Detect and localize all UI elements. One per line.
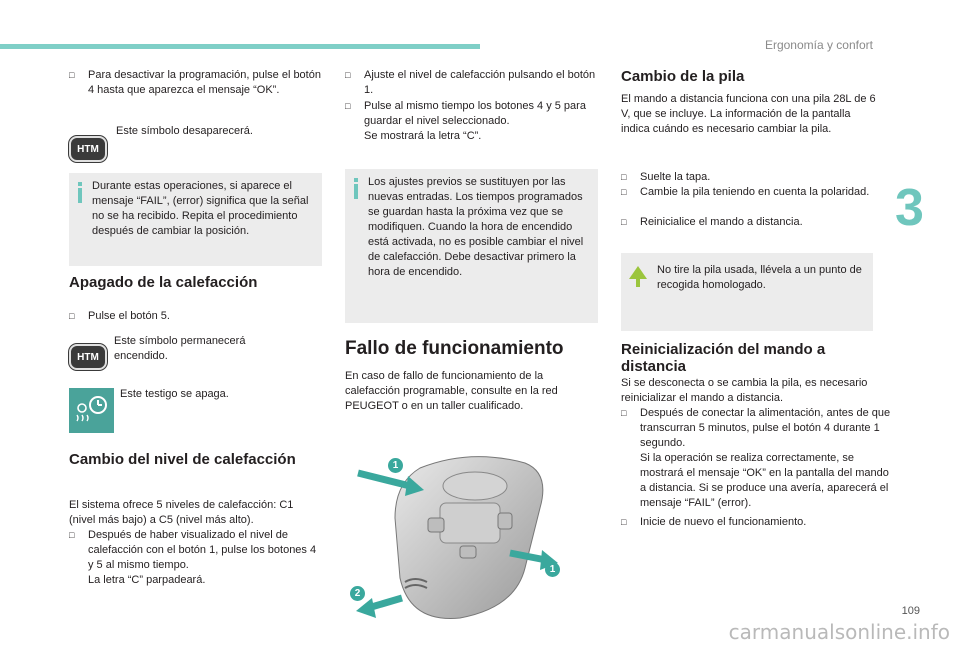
paragraph: Si se desconecta o se cambia la pila, es necesario reinicializar el mando a distancia.	[621, 377, 868, 404]
bullet-icon: □	[621, 517, 627, 527]
info-icon	[354, 178, 358, 199]
list-item: □ Cambie la pila teniendo en cuenta la polaridad.	[621, 186, 870, 198]
bullet-icon: □	[621, 187, 627, 197]
remote-control-photo	[350, 448, 580, 638]
list-item: □ Ajuste el nivel de calefacción pulsando el botón 1.	[345, 69, 596, 96]
bullet-icon: □	[621, 217, 627, 227]
list-item: □ Pulse al mismo tiempo los botones 4 y 5 para guardar el nivel seleccionado. Se mostrará la letra “C”.	[345, 100, 586, 142]
heading-reinicializacion: Reinicialización del mando a distancia	[621, 341, 826, 375]
callout-2: 2	[350, 586, 365, 601]
list-item: □ Suelte la tapa.	[621, 171, 711, 183]
bullet-icon: □	[69, 530, 75, 540]
list-item: □ Pulse el botón 5.	[69, 310, 170, 322]
bullet-icon: □	[621, 408, 627, 418]
bullet-icon: □	[345, 70, 351, 80]
chapter-number: 3	[895, 179, 924, 237]
environment-box: No tire la pila usada, llévela a un punto de recogida homologado.	[621, 253, 873, 331]
callout-1b: 1	[545, 562, 560, 577]
bullet-icon: □	[345, 101, 351, 111]
bullet-icon: □	[69, 70, 75, 80]
list-item: □ Para desactivar la programación, pulse el botón 4 hasta que aparezca el mensaje “OK”.	[69, 69, 321, 96]
list-item: □ Después de haber visualizado el nivel de calefacción con el botón 1, pulse los botones 4 y 5 al mismo tiempo. La letra “C” parpadeará.	[69, 529, 317, 586]
recycle-tree-icon	[628, 265, 648, 289]
info-box: Los ajustes previos se sustituyen por las nuevas entradas. Los tiempos programados se guardan hasta la próxima vez que se modifiquen. Cuando la hora de encendido está activada, no es posible cambiar el nivel de calefacción. Debe desactivar primero la hora de encendido.	[345, 169, 598, 323]
heading-cambio-nivel: Cambio del nivel de calefacción	[69, 451, 296, 468]
list-item: □ Inicie de nuevo el funcionamiento.	[621, 516, 807, 528]
htm-symbol-icon: HTM	[69, 344, 107, 370]
section-title: Ergonomía y confort	[764, 38, 873, 52]
htm-symbol-icon: HTM	[69, 136, 107, 162]
heading-apagado: Apagado de la calefacción	[69, 274, 258, 291]
htm-note: Este símbolo permanecerá encendido.	[114, 335, 246, 362]
paragraph: El sistema ofrece 5 niveles de calefacción: C1 (nivel más bajo) a C5 (nivel más alto).	[69, 499, 294, 526]
paragraph: En caso de fallo de funcionamiento de la calefacción programable, consulte en la red PEUGEOT o en un taller cualificado.	[345, 370, 558, 412]
info-box: Durante estas operaciones, si aparece el mensaje “FAIL”, (error) significa que la señal no se ha recibido. Repita el procedimiento después de cambiar la posición.	[69, 173, 322, 266]
heading-fallo: Fallo de funcionamiento	[345, 338, 564, 359]
bullet-icon: □	[69, 311, 75, 321]
list-item: □ Reinicialice el mando a distancia.	[621, 216, 803, 228]
page-number: 109	[901, 605, 920, 617]
bullet-icon: □	[621, 172, 627, 182]
heading-pila: Cambio de la pila	[621, 68, 745, 85]
indicator-note: Este testigo se apaga.	[120, 388, 229, 400]
info-icon	[78, 182, 82, 203]
top-accent-bar	[0, 44, 480, 49]
paragraph: El mando a distancia funciona con una pila 28L de 6 V, que se incluye. La información de la pantalla indica cuándo es necesario cambiar la pila.	[621, 93, 876, 135]
list-item: □ Después de conectar la alimentación, antes de que transcurran 5 minutos, pulse el botón 4 durante 1 segundo. Si la operación se realiza correctamente, se mostrará el mensaje “OK” en la pantalla del mando a distancia. Si se produce una avería, aparecerá el mensaje “FAIL” (error).	[621, 407, 891, 509]
watermark: carmanualsonline.info	[728, 620, 950, 644]
htm-note: Este símbolo desaparecerá.	[116, 125, 253, 137]
heating-indicator-icon	[69, 388, 114, 433]
callout-1: 1	[388, 458, 403, 473]
